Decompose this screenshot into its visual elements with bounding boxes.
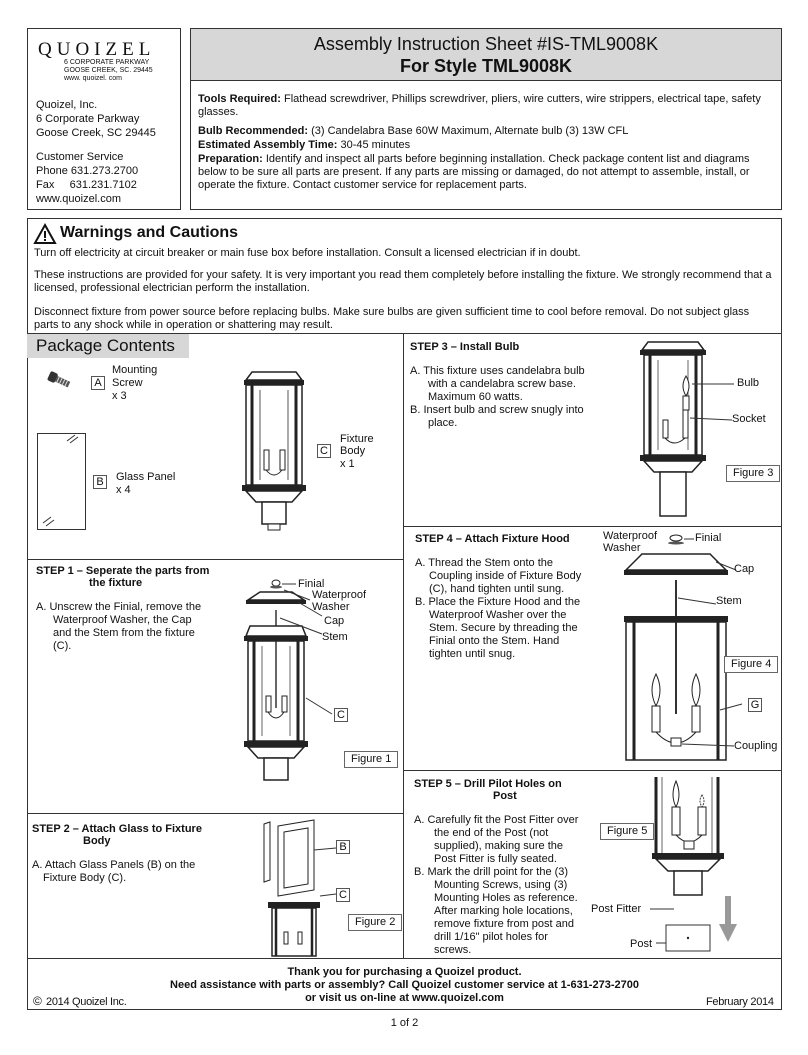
package-title: Package Contents (36, 336, 175, 355)
customer-service-label: Customer Service (36, 151, 124, 163)
step2-title-2: Body (83, 835, 111, 847)
post-label: Post (630, 938, 653, 950)
step1-c-letter: C (334, 708, 348, 722)
footer-assistance: Need assistance with parts or assembly? Call Quoizel customer service at 1-631-273-2700 (170, 979, 639, 991)
figure3-label: Figure 3 (726, 465, 780, 482)
vertical-divider (403, 333, 404, 958)
step1-washer-label-2: Washer (312, 601, 350, 613)
company-city: Goose Creek, SC 29445 (36, 127, 156, 139)
screw-icon (46, 370, 72, 390)
figure1-label: Figure 1 (344, 751, 398, 768)
divider-left-2 (27, 813, 403, 814)
bulb-label: Bulb (737, 377, 760, 389)
divider-right-2 (403, 770, 782, 771)
figure5-label: Figure 5 (600, 823, 654, 840)
divider-left-1 (27, 559, 403, 560)
warning-3: Disconnect fixture from power source before replacing bulbs. Make sure bulbs are given sufficient time to cool before removal. Do not subject glass parts to any shock while in operation or shattering may result. (34, 306, 750, 331)
divider-footer (27, 958, 782, 959)
figure2-label: Figure 2 (348, 914, 402, 931)
step4-title: STEP 4 – Attach Fixture Hood (415, 533, 570, 545)
coupling-label: Coupling (734, 740, 778, 752)
part-a-name-2: Screw (112, 377, 143, 389)
post-fitter-label: Post Fitter (591, 903, 642, 915)
figure1-illustration (240, 578, 320, 788)
arrow-down-icon (719, 896, 737, 942)
part-c-letter: C (317, 444, 331, 458)
divider-right-1 (403, 526, 782, 527)
logo-address-1: 6 CORPORATE PARKWAY (64, 59, 150, 66)
warning-1: Turn off electricity at circuit breaker or main fuse box before installation. Consult a licensed electrician if in doubt. (34, 247, 581, 259)
company-web: www.quoizel.com (36, 193, 121, 205)
step4-g-letter: G (748, 698, 762, 712)
step1-instruction: A. Unscrew the Finial, remove the Waterproof Washer, the Cap and the Stem from the fixture (C). (36, 601, 202, 652)
warning-icon (34, 224, 56, 244)
company-phone: Phone 631.273.2700 (36, 165, 139, 177)
page-number: 1 of 2 (390, 1017, 419, 1029)
company-name: Quoizel, Inc. (36, 99, 98, 111)
preparation: Preparation: Identify and inspect all parts before beginning installation. Check package content list and diagrams below to be sure all parts are present. If any parts are missing or damaged, do not attempt to assemble, install, or operate the fixture. Contact customer service for replacement parts. (198, 153, 750, 191)
figure5-illustration (650, 775, 726, 955)
step4-stem-label: Stem (716, 595, 742, 607)
step2-instruction: A. Attach Glass Panels (B) on the Fixture Body (C). (32, 859, 196, 884)
figure4-illustration (622, 534, 732, 760)
socket-label: Socket (732, 413, 766, 425)
step4-instruction: A. Thread the Stem onto the Coupling inside of Fixture Body (C), hand tighten until sung. B. Place the Fixture Hood and the Waterproof Washer over the Stem. Secure by threading the Finial onto the Stem. Hand tighten until snug. (415, 557, 582, 660)
document-title: Assembly Instruction Sheet #IS-TML9008K (313, 34, 659, 54)
step4-finial-label: Finial (695, 532, 722, 544)
footer-website: or visit us on-line at www.quoizel.com (305, 992, 504, 1004)
step4-washer-label: Waterproof (603, 530, 658, 542)
company-street: 6 Corporate Parkway (36, 113, 140, 125)
fixture-body-illustration (236, 370, 312, 540)
logo-address-2: GOOSE CREEK, SC. 29445 (64, 67, 153, 74)
footer-copyright: 2014 Quoizel Inc. (46, 996, 127, 1008)
glass-panel-icon (37, 433, 87, 531)
step4-cap-label: Cap (734, 563, 755, 575)
company-fax: Fax 631.231.7102 (36, 179, 137, 191)
figure2-illustration (262, 820, 332, 956)
footer-date: February 2014 (706, 996, 774, 1008)
part-c-qty: x 1 (340, 458, 355, 470)
document-subtitle: For Style TML9008K (399, 56, 573, 76)
assembly-time: Estimated Assembly Time: 30-45 minutes (198, 139, 411, 151)
bulb-recommended: Bulb Recommended: (3) Candelabra Base 60W Maximum, Alternate bulb (3) 13W CFL (198, 125, 629, 137)
footer-thanks: Thank you for purchasing a Quoizel product. (287, 966, 522, 978)
logo-web: www. quoizel. com (64, 75, 122, 82)
part-c-name-2: Body (340, 445, 366, 457)
part-b-name: Glass Panel (116, 471, 176, 483)
part-b-qty: x 4 (116, 484, 131, 496)
part-b-letter: B (93, 475, 107, 489)
part-a-letter: A (91, 376, 105, 390)
step1-title: STEP 1 – Seperate the parts from (36, 565, 210, 577)
copyright-icon: © (33, 994, 42, 1008)
warnings-title: Warnings and Cautions (60, 224, 239, 241)
part-a-qty: x 3 (112, 390, 127, 402)
step5-title: STEP 5 – Drill Pilot Holes on (414, 778, 562, 790)
step4-washer-label-2: Washer (603, 542, 641, 554)
step2-b-letter: B (336, 840, 350, 854)
part-a-name: Mounting (112, 364, 158, 376)
step2-c-letter: C (336, 888, 350, 902)
warning-2: These instructions are provided for your safety. It is very important you read them completely before installing the fixture. We strongly recommend that a licensed, professional electrician perform the installation. (34, 269, 772, 294)
step2-title: STEP 2 – Attach Glass to Fixture (32, 823, 202, 835)
step1-washer-label: Waterproof (312, 589, 367, 601)
figure4-label: Figure 4 (724, 656, 778, 673)
part-c-name: Fixture (340, 433, 374, 445)
step5-instruction: A. Carefully fit the Post Fitter over the end of the Post (not supplied), making sure the Post Fitter is fully seated. B. Mark the drill point for the (3) Mounting Screws, using (3) Mounting Holes as reference. After marking hole locations, remove fixture from post and drill 1/16" pilot holes for screws. (414, 814, 579, 956)
figure3-illustration (636, 340, 716, 522)
step3-title: STEP 3 – Install Bulb (410, 341, 520, 353)
step1-stem-label: Stem (322, 631, 348, 643)
step1-cap-label: Cap (324, 615, 345, 627)
step3-instruction: A. This fixture uses candelabra bulb with a candelabra screw base. Maximum 60 watts. B. Insert bulb and screw snugly into place. (410, 365, 585, 429)
step5-title-2: Post (493, 790, 517, 802)
step1-title-2: the fixture (89, 577, 143, 589)
tools-required: Tools Required: Flathead screwdriver, Phillips screwdriver, pliers, wire cutters, wire strippers, electrical tape, safety glasses. (198, 93, 761, 118)
brand-logo: QUOIZEL (38, 39, 156, 60)
step1-finial-label: Finial (298, 578, 325, 590)
